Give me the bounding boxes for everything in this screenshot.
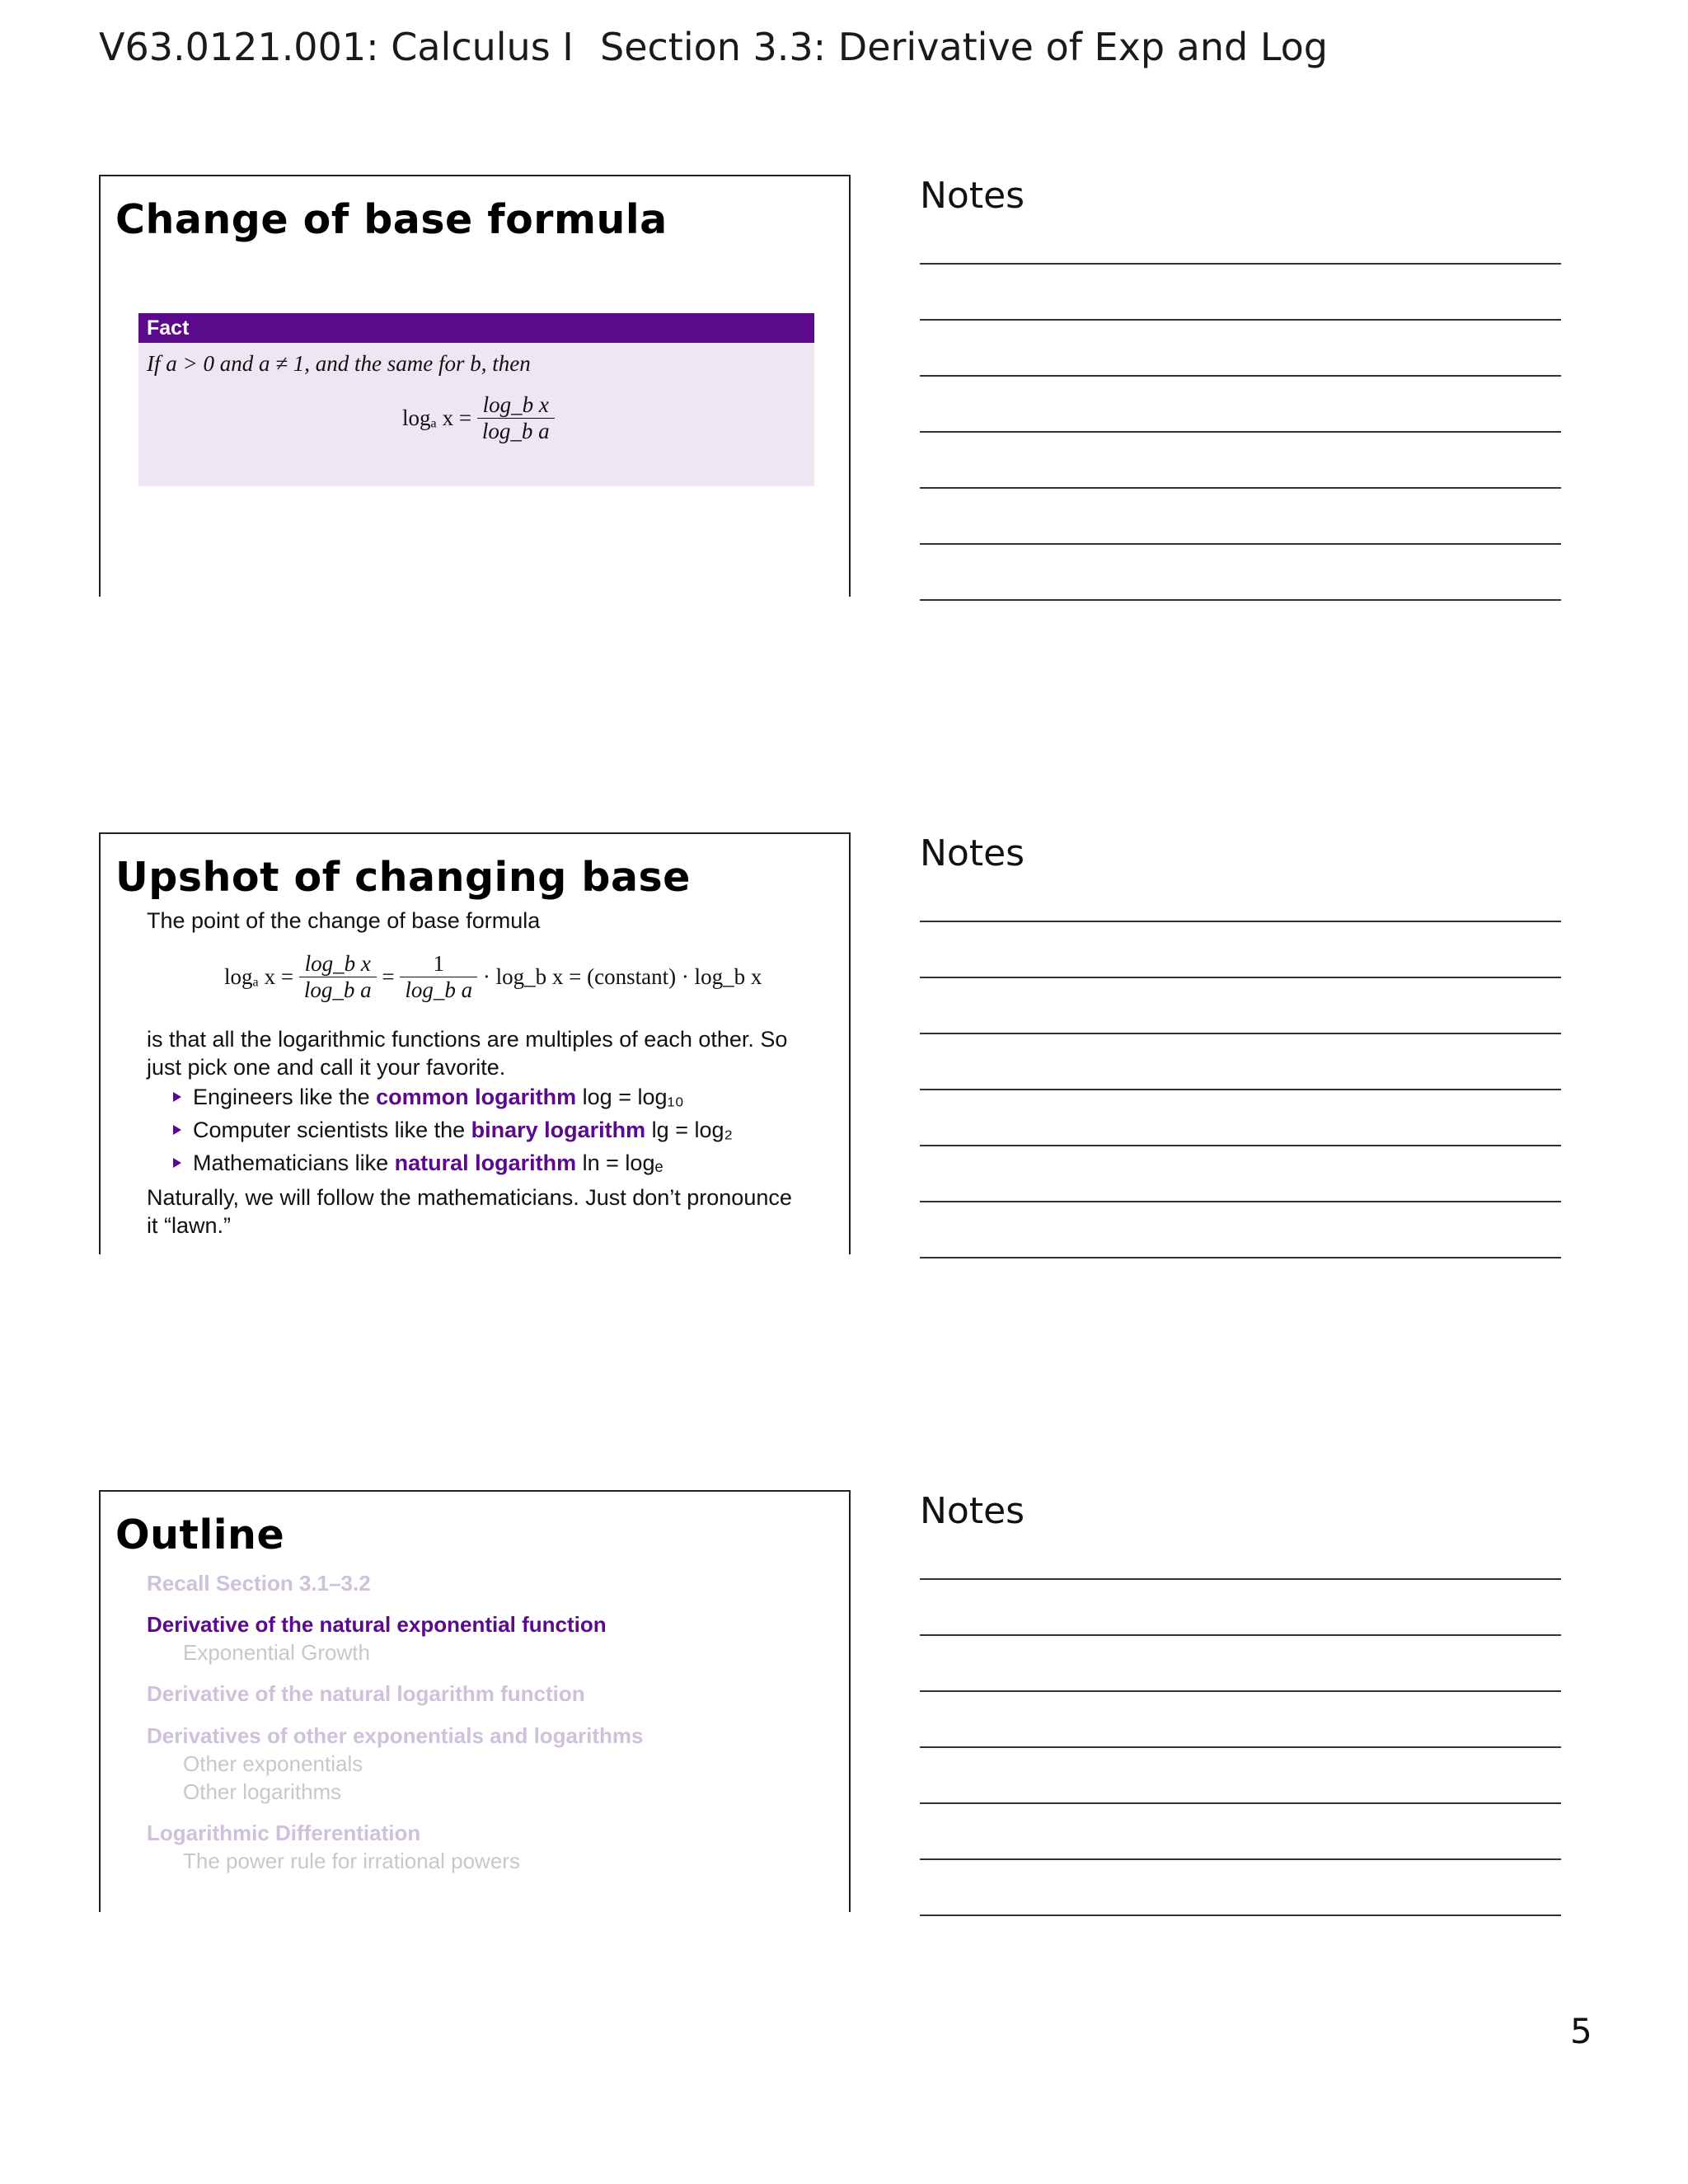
outline-section[interactable]: Recall Section 3.1–3.2 [147,1571,371,1596]
slide-upshot [99,832,851,1254]
notes-line[interactable] [920,1858,1561,1860]
notes-line[interactable] [920,431,1561,433]
slide-title: Change of base formula [115,196,668,243]
change-of-base-formula [402,392,555,444]
notes-line[interactable] [920,1802,1561,1804]
notes-line[interactable] [920,1915,1561,1916]
slide-title: Upshot of changing base [115,854,691,901]
notes-line[interactable] [920,263,1561,265]
fraction-denominator: log_b a [481,419,550,443]
outline-subsection[interactable]: Exponential Growth [183,1640,370,1665]
formula-lhs: logₐ x = [402,405,472,430]
bullet-formula: lg = log₂ [645,1118,733,1142]
bullet-item [193,1085,684,1110]
notes-line[interactable] [920,1201,1561,1202]
equation-fraction-1 [299,951,377,1003]
slide-title: Outline [115,1511,285,1558]
fraction-numerator: 1 [400,951,477,977]
outline-subsection[interactable]: The power rule for irrational powers [183,1849,520,1873]
fraction-denominator: log_b a [405,977,473,1002]
bullet-triangle-icon [173,1125,181,1135]
equation-fraction-2 [400,951,477,1003]
fraction-denominator: log_b a [303,977,372,1002]
outline-section-current[interactable]: Derivative of the natural exponential function [147,1612,607,1637]
paragraph-line: just pick one and call it your favorite. [147,1055,506,1080]
notes-line[interactable] [920,1746,1561,1748]
bullet-triangle-icon [173,1158,181,1168]
formula-fraction [477,392,555,444]
notes-line[interactable] [920,1145,1561,1146]
intro-text: The point of the change of base formula [147,908,541,933]
course-header: V63.0121.001: Calculus I [99,25,574,69]
outline-section[interactable]: Derivative of the natural logarithm function [147,1681,585,1706]
notes-line[interactable] [920,543,1561,545]
bullet-triangle-icon [173,1092,181,1102]
notes-area-3 [920,1490,1561,1919]
fraction-numerator: log_b x [299,951,377,977]
notes-label: Notes [920,175,1025,217]
closing-line: Naturally, we will follow the mathematicians. Just don’t pronounce [147,1185,792,1210]
slide-change-of-base [99,175,851,597]
paragraph-line: is that all the logarithmic functions are multiples of each other. So [147,1027,788,1052]
notes-line[interactable] [920,1089,1561,1090]
page-number: 5 [1570,2011,1592,2051]
fact-box [138,313,814,486]
bullet-text: Computer scientists like the [193,1118,471,1142]
notes-area-2 [920,832,1561,1261]
outline-subsection[interactable]: Other exponentials [183,1751,363,1776]
notes-line[interactable] [920,1578,1561,1580]
bullet-formula: log = log₁₀ [576,1085,684,1109]
outline-subsection[interactable]: Other logarithms [183,1779,342,1804]
term-highlight: binary logarithm [471,1118,646,1142]
bullet-formula: ln = logₑ [576,1151,663,1175]
fraction-numerator: log_b x [477,392,555,419]
upshot-equation [224,951,762,1003]
outline-section[interactable]: Derivatives of other exponentials and logarithms [147,1723,644,1748]
bullet-text: Mathematicians like [193,1151,395,1175]
closing-line: it “lawn.” [147,1213,232,1238]
notes-line[interactable] [920,1033,1561,1034]
equation-rhs: · log_b x = (constant) · log_b x [482,964,762,989]
equation-equals: = [382,964,395,989]
notes-line[interactable] [920,599,1561,601]
fact-statement: If a > 0 and a ≠ 1, and the same for b, then [147,351,531,376]
equation-lhs: logₐ x = [224,964,294,989]
notes-line[interactable] [920,1634,1561,1636]
notes-line[interactable] [920,319,1561,321]
notes-line[interactable] [920,1257,1561,1258]
outline-section[interactable]: Logarithmic Differentiation [147,1821,421,1845]
notes-label: Notes [920,832,1025,874]
section-header: Section 3.3: Derivative of Exp and Log [600,25,1328,69]
notes-label: Notes [920,1490,1025,1532]
notes-area-1 [920,175,1561,603]
bullet-item [193,1151,663,1176]
notes-line[interactable] [920,977,1561,978]
slide-outline [99,1490,851,1912]
notes-line[interactable] [920,921,1561,922]
notes-line[interactable] [920,487,1561,489]
bullet-item [193,1118,733,1143]
bullet-text: Engineers like the [193,1085,377,1109]
term-highlight: natural logarithm [394,1151,577,1175]
notes-line[interactable] [920,375,1561,377]
fact-label: Fact [138,313,814,343]
notes-line[interactable] [920,1690,1561,1692]
term-highlight: common logarithm [376,1085,577,1109]
